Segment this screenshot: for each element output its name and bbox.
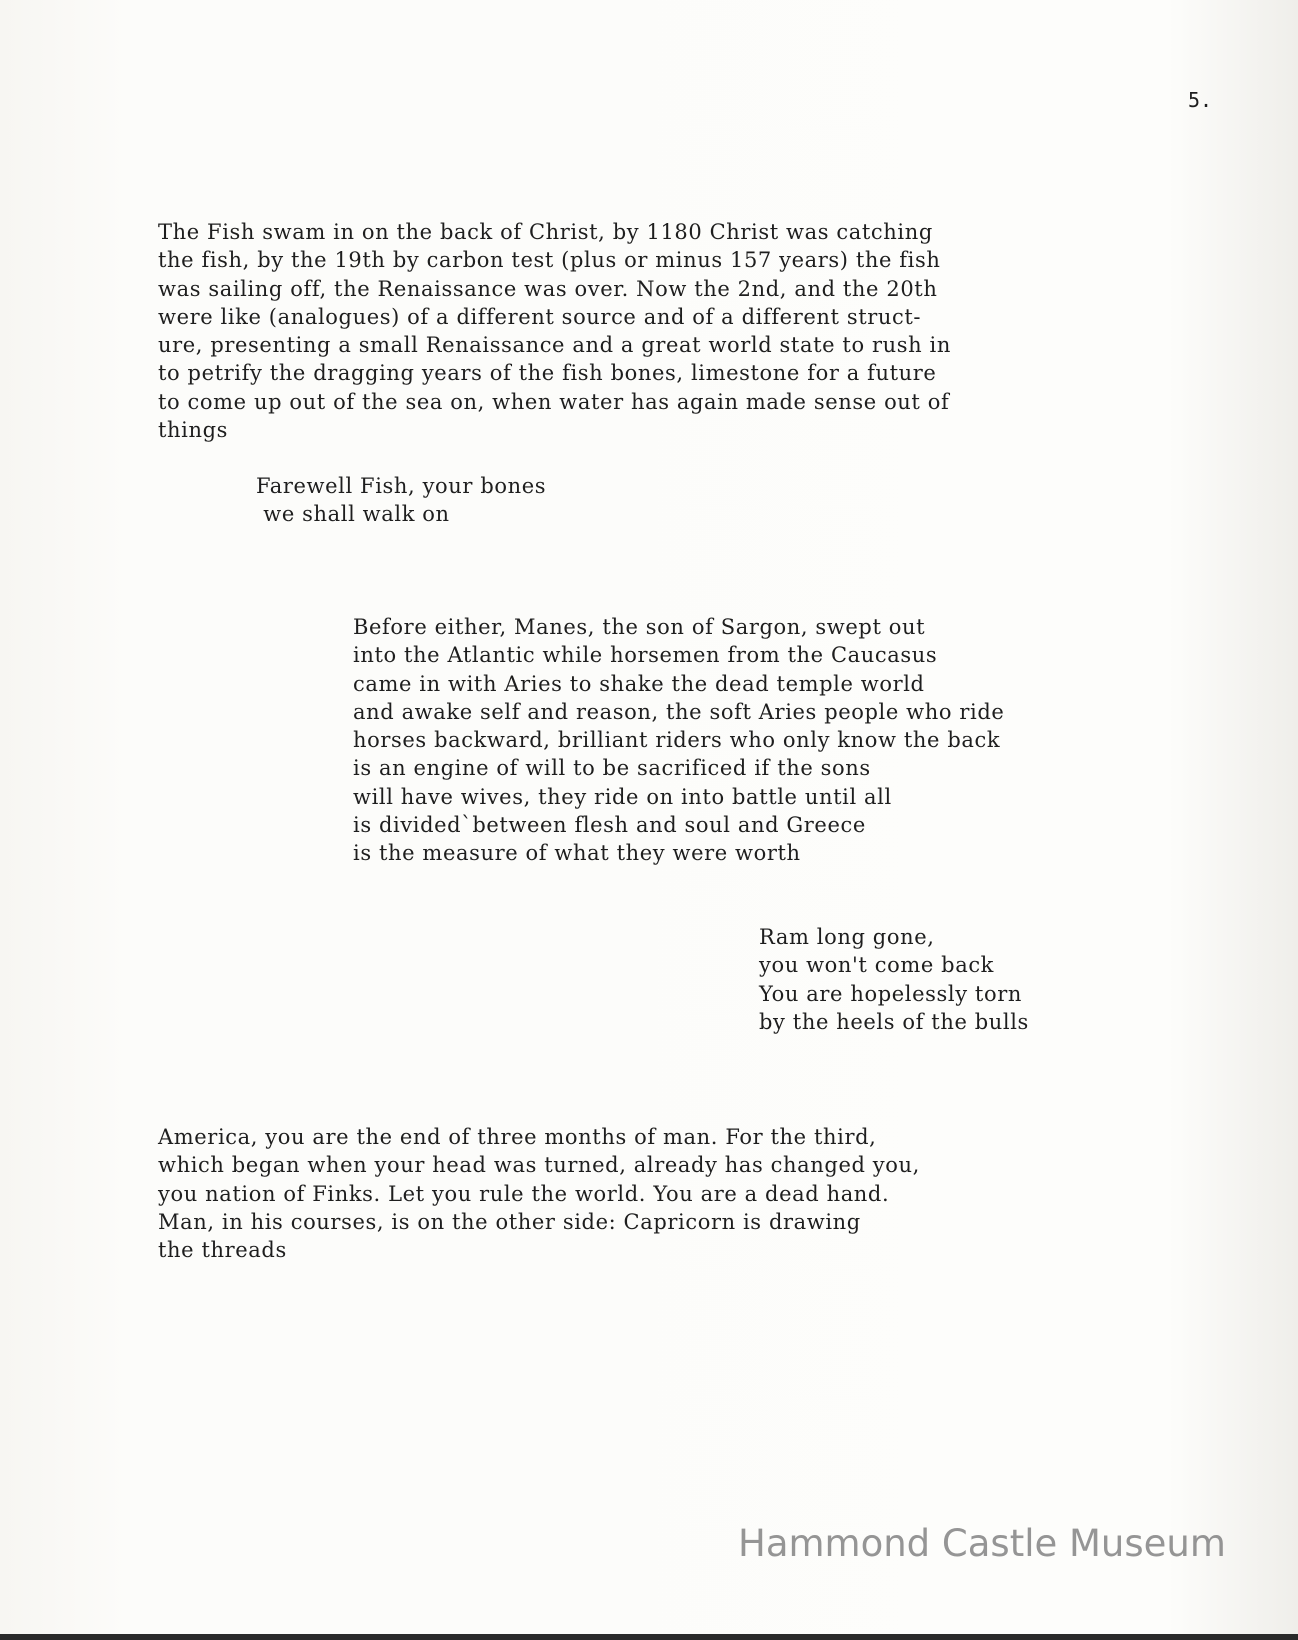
museum-watermark: Hammond Castle Museum — [738, 1522, 1226, 1565]
text-line: came in with Aries to shake the dead temple world — [353, 671, 925, 696]
paragraph-manes-aries — [353, 613, 1004, 868]
verse-line: Farewell Fish, your bones — [256, 474, 547, 498]
text-line: into the Atlantic while horsemen from the Caucasus — [353, 643, 938, 668]
verse-line: we shall walk on — [256, 502, 450, 527]
text-line: Man, in his courses, is on the other side: Capricorn is drawing — [158, 1209, 861, 1234]
verse-line: You are hopelessly torn — [759, 981, 1022, 1006]
text-line: America, you are the end of three months of man. For the third, — [158, 1125, 877, 1149]
text-line: was sailing off, the Renaissance was over. Now the 2nd, and the 20th — [158, 276, 938, 301]
verse-ram-long-gone — [759, 923, 1029, 1036]
text-line: is divided`between flesh and soul and Greece — [353, 813, 866, 838]
text-line: ure, presenting a small Renaissance and a great world state to rush in — [158, 333, 951, 358]
paragraph-america — [158, 1123, 920, 1264]
text-line: were like (analogues) of a different source and of a different struct- — [158, 304, 922, 329]
verse-farewell-fish — [256, 472, 546, 529]
verse-line: you won't come back — [759, 953, 995, 978]
page-bottom-edge — [0, 1634, 1298, 1640]
text-line: the threads — [158, 1238, 287, 1263]
text-line: is the measure of what they were worth — [353, 841, 801, 866]
verse-line: Ram long gone, — [759, 925, 935, 949]
text-line: The Fish swam in on the back of Christ, by 1180 Christ was catching — [158, 220, 933, 244]
text-line: and awake self and reason, the soft Aries people who ride — [353, 699, 1005, 724]
text-line: to come up out of the sea on, when water has again made sense out of — [158, 389, 950, 414]
text-line: things — [158, 418, 229, 443]
verse-line: by the heels of the bulls — [759, 1009, 1029, 1034]
text-line: is an engine of will to be sacrificed if the sons — [353, 756, 871, 781]
text-line: which began when your head was turned, already has changed you, — [158, 1153, 920, 1178]
page-number: 5. — [1188, 88, 1213, 112]
text-line: the fish, by the 19th by carbon test (plus or minus 157 years) the fish — [158, 248, 941, 273]
text-line: will have wives, they ride on into battle until all — [353, 784, 892, 809]
text-line: Before either, Manes, the son of Sargon, swept out — [353, 615, 926, 639]
paragraph-fish-christ — [158, 218, 951, 444]
text-line: you nation of Finks. Let you rule the world. You are a dead hand. — [158, 1181, 890, 1206]
text-line: to petrify the dragging years of the fish bones, limestone for a future — [158, 361, 937, 386]
text-line: horses backward, brilliant riders who only know the back — [353, 728, 1001, 753]
